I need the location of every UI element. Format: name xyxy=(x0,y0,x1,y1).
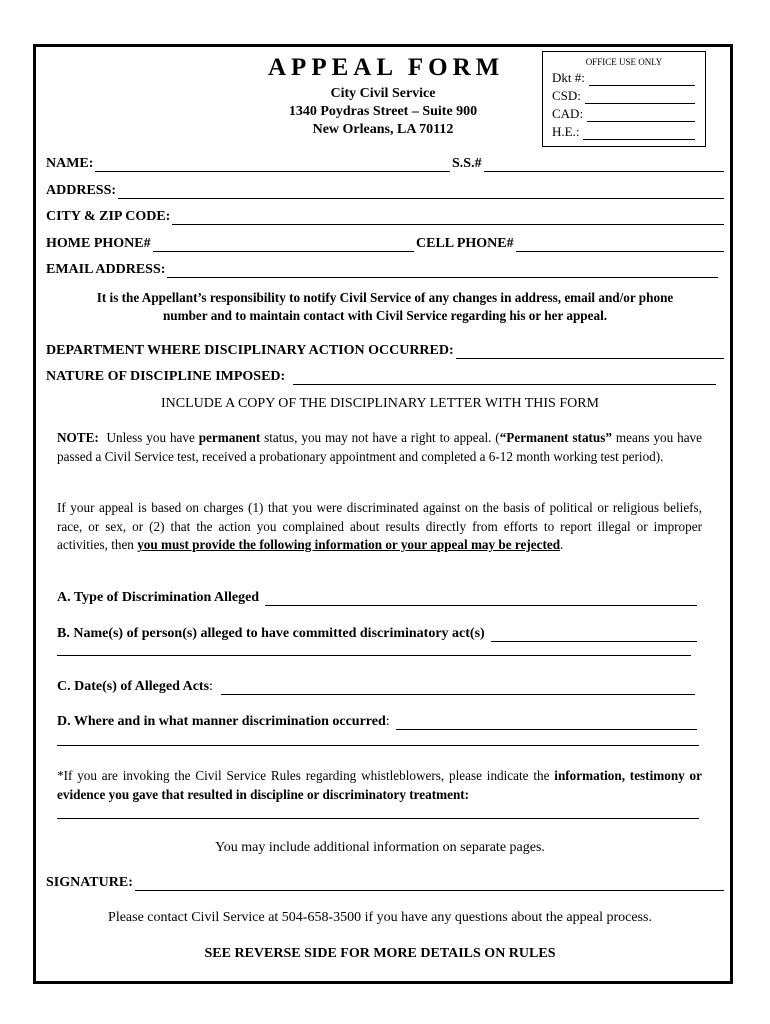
question-d[interactable] xyxy=(57,714,697,730)
question-a-label: A. Type of Discrimination Alleged xyxy=(57,590,260,605)
cell-phone-field[interactable] xyxy=(416,236,724,252)
cad-label: CAD: xyxy=(552,106,584,121)
question-c-line[interactable] xyxy=(221,682,695,695)
question-b-label: B. Name(s) of person(s) alleged to have committed discriminatory act(s) xyxy=(57,626,485,641)
reverse-side-note: SEE REVERSE SIDE FOR MORE DETAILS ON RULES xyxy=(204,946,556,961)
question-b-extra-line[interactable] xyxy=(57,655,691,656)
discrimination-text: If your appeal is based on charges (1) that you were discriminated against on the basis of political or religious beliefs, race, or sex, or (2) that the action you complained about results directly from efforts to report illegal or improper activities, then xyxy=(57,500,702,552)
office-use-heading: OFFICE USE ONLY xyxy=(585,57,663,67)
csd-row[interactable] xyxy=(552,88,695,104)
note-text-3: means you have passed a Civil Service test, received a probationary appointment and completed a 6-12 month working test period). xyxy=(57,430,702,464)
nature-line[interactable] xyxy=(293,372,716,385)
question-b-line[interactable] xyxy=(491,629,697,642)
note-paragraph xyxy=(57,429,702,466)
whistleblower-paragraph xyxy=(57,767,702,804)
question-c-colon: : xyxy=(209,679,213,694)
question-d-line[interactable] xyxy=(396,717,697,730)
question-c[interactable] xyxy=(57,679,695,695)
he-label: H.E.: xyxy=(552,124,580,139)
home-phone-line[interactable] xyxy=(153,239,414,252)
whistleblower-bold: information, testimony or evidence you gave that resulted in discipline or discriminatory treatment: xyxy=(57,768,703,802)
he-row[interactable] xyxy=(552,124,695,140)
question-d-extra-line[interactable] xyxy=(57,745,699,746)
question-a[interactable] xyxy=(57,590,697,606)
email-field[interactable] xyxy=(46,262,718,278)
department-label: DEPARTMENT WHERE DISCIPLINARY ACTION OCCURRED: xyxy=(46,343,454,358)
contact-info: Please contact Civil Service at 504-658-3500 if you have any questions about the appeal process. xyxy=(108,910,652,925)
question-c-label: C. Date(s) of Alleged Acts xyxy=(57,679,210,694)
name-field[interactable] xyxy=(46,156,450,172)
cell-phone-label: CELL PHONE# xyxy=(416,236,514,251)
city-zip-field[interactable] xyxy=(46,209,724,225)
name-line[interactable] xyxy=(95,159,450,172)
note-bold-permanent-status: “Permanent status” xyxy=(499,430,612,445)
ss-field[interactable] xyxy=(452,156,724,172)
whistleblower-line[interactable] xyxy=(57,818,699,819)
discrimination-emphasis: you must provide the following information or your appeal may be rejected xyxy=(137,537,561,552)
nature-label: NATURE OF DISCIPLINE IMPOSED: xyxy=(46,369,286,384)
signature-label: SIGNATURE: xyxy=(46,875,133,890)
office-use-box xyxy=(542,51,706,147)
whistleblower-text: *If you are invoking the Civil Service Rules regarding whistleblowers, please indicate the xyxy=(57,768,550,783)
csd-label: CSD: xyxy=(552,88,581,103)
email-label: EMAIL ADDRESS: xyxy=(46,262,166,277)
cell-phone-line[interactable] xyxy=(516,239,724,252)
responsibility-line-1: It is the Appellant’s responsibility to notify Civil Service of any changes in address, email and/or phone xyxy=(96,290,674,305)
additional-info-note: You may include additional information on separate pages. xyxy=(215,840,545,855)
department-line[interactable] xyxy=(456,346,724,359)
address-label: ADDRESS: xyxy=(46,183,117,198)
cad-row[interactable] xyxy=(552,106,695,122)
responsibility-line-2: number and to maintain contact with Civil Service regarding his or her appeal. xyxy=(162,308,608,323)
include-letter-instruction: INCLUDE A COPY OF THE DISCIPLINARY LETTER WITH THIS FORM xyxy=(160,396,600,411)
discrimination-end: . xyxy=(560,537,564,552)
org-city: New Orleans, LA 70112 xyxy=(312,122,454,137)
home-phone-label: HOME PHONE# xyxy=(46,236,151,251)
org-street: 1340 Poydras Street – Suite 900 xyxy=(288,104,478,119)
signature-field[interactable] xyxy=(46,875,724,891)
discrimination-paragraph xyxy=(57,499,702,555)
address-field[interactable] xyxy=(46,183,724,199)
question-d-label: D. Where and in what manner discrimination occurred xyxy=(57,714,386,729)
home-phone-field[interactable] xyxy=(46,236,414,252)
ss-label: S.S.# xyxy=(452,156,482,171)
question-a-line[interactable] xyxy=(265,593,697,606)
city-zip-line[interactable] xyxy=(172,212,724,225)
note-bold-permanent: permanent xyxy=(198,430,261,445)
ss-line[interactable] xyxy=(484,159,724,172)
question-d-colon: : xyxy=(385,714,390,729)
note-label: NOTE: xyxy=(57,430,99,445)
question-b[interactable] xyxy=(57,626,697,642)
dkt-row[interactable] xyxy=(552,70,695,86)
signature-line[interactable] xyxy=(135,878,724,891)
email-line[interactable] xyxy=(167,265,718,278)
dkt-label: Dkt #: xyxy=(552,70,585,85)
nature-field[interactable] xyxy=(46,369,716,385)
city-zip-label: CITY & ZIP CODE: xyxy=(46,209,171,224)
note-text-1: Unless you have xyxy=(106,430,195,445)
org-name: City Civil Service xyxy=(330,86,436,101)
note-text-2: status, you may not have a right to appeal. ( xyxy=(264,430,500,445)
name-label: NAME: xyxy=(46,156,94,171)
address-line[interactable] xyxy=(118,186,724,199)
department-field[interactable] xyxy=(46,343,724,359)
form-title: APPEAL FORM xyxy=(268,54,505,81)
